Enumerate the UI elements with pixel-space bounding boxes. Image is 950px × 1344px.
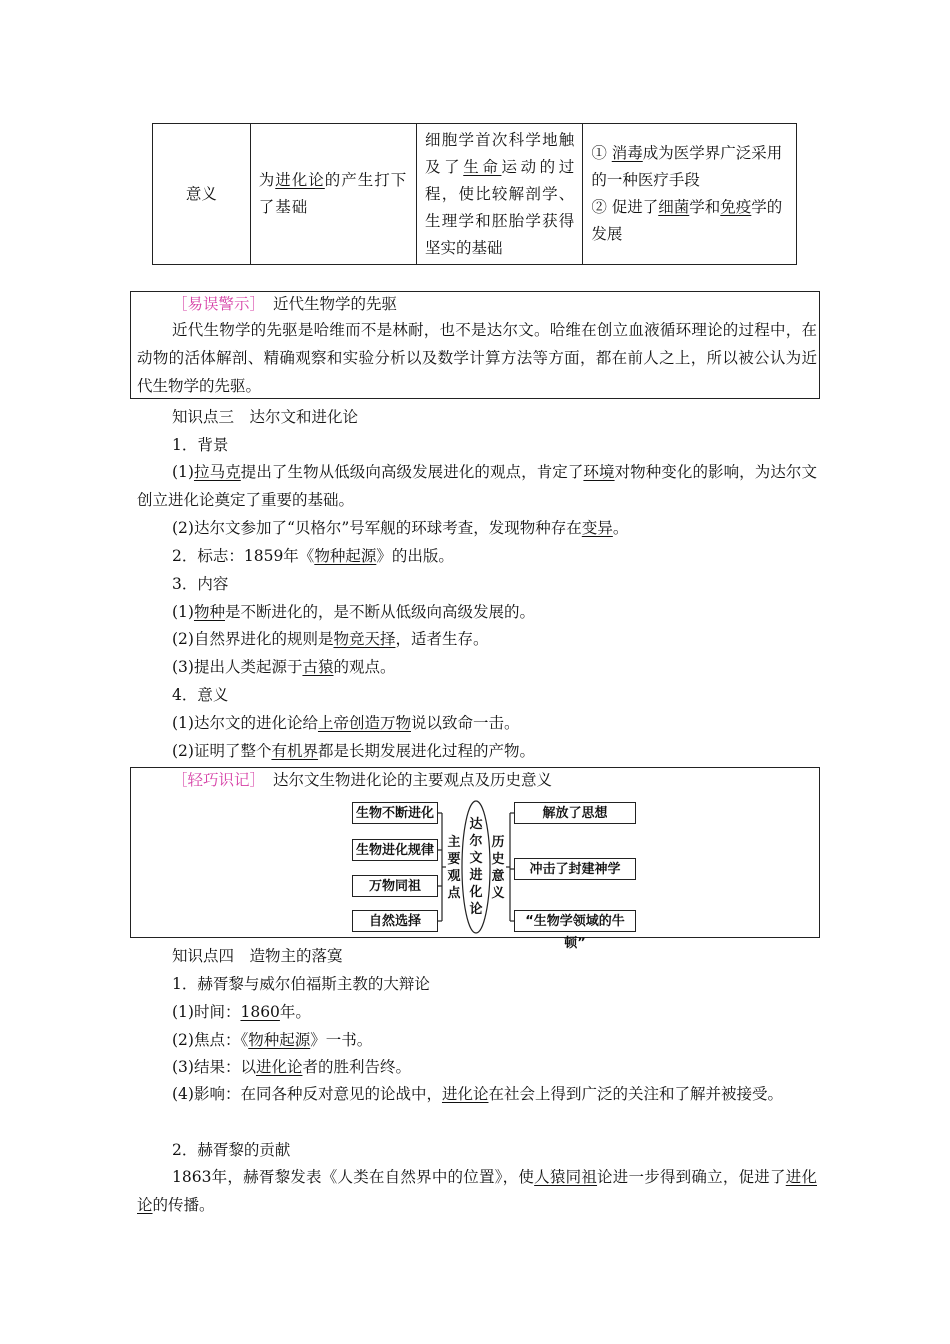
mm-center: 达尔文进化论 bbox=[469, 817, 483, 917]
s3-para-1: (1)拉马克提出了生物从低级向高级发展进化的观点，肯定了环境对物种变化的影响，为达尔文创立进化论奠定了重要的基础。 bbox=[137, 463, 817, 509]
table-row bbox=[153, 124, 797, 265]
warning-body: 近代生物学的先驱是哈维而不是林耐，也不是达尔文。哈维在创立血液循环理论的过程中，在动物的活体解剖、精确观察和实验分析以及数学计算方法等方面，都在前人之上，所以被公认为近代生物学的先驱。 bbox=[137, 321, 817, 395]
s3-para-7: (2)证明了整个有机界都是长期发展进化过程的产物。 bbox=[172, 742, 535, 760]
s4-para-1: (1)时间：1860年。 bbox=[172, 1003, 311, 1021]
significance-table bbox=[152, 123, 797, 265]
s3-heading-4: 4．意义 bbox=[172, 686, 229, 704]
memo-title: 达尔文生物进化论的主要观点及历史意义 bbox=[273, 771, 553, 789]
warning-title: 近代生物学的先驱 bbox=[273, 295, 398, 313]
s3-para-5: (3)提出人类起源于古猿的观点。 bbox=[172, 658, 396, 676]
warning-tag: ［易误警示］ bbox=[172, 295, 266, 313]
memo-tag: ［轻巧识记］ bbox=[172, 771, 266, 789]
mm-right-2: 冲击了封建神学 bbox=[514, 858, 636, 880]
s3-para-3: (1)物种是不断进化的，是不断从低级向高级发展的。 bbox=[172, 603, 535, 621]
mm-left-4: 自然选择 bbox=[352, 910, 438, 932]
mm-right-label: 历史意义 bbox=[491, 835, 505, 901]
s4-para-4: (4)影响：在同各种反对意见的论战中，进化论在社会上得到广泛的关注和了解并被接受。 bbox=[172, 1085, 783, 1103]
s3-para-4: (2)自然界进化的规则是物竞天择，适者生存。 bbox=[172, 630, 489, 648]
mm-left-label: 主要观点 bbox=[447, 835, 461, 901]
s3-heading-2: 2．标志：1859年《物种起源》的出版。 bbox=[172, 547, 454, 565]
evolution-cell: 为进化论的产生打下了基础 bbox=[250, 124, 416, 265]
mm-right-1: 解放了思想 bbox=[514, 802, 636, 824]
section4-title: 知识点四 造物主的落寞 bbox=[172, 947, 343, 965]
mm-left-3: 万物同祖 bbox=[352, 875, 438, 897]
s4-para-3: (3)结果：以进化论者的胜利告终。 bbox=[172, 1058, 411, 1076]
s4-para-2: (2)焦点：《物种起源》一书。 bbox=[172, 1031, 373, 1049]
s4-para-5: 1863年，赫胥黎发表《人类在自然界中的位置》，使人猿同祖论进一步得到确立，促进了进化论的传播。 bbox=[137, 1168, 817, 1214]
section3-title: 知识点三 达尔文和进化论 bbox=[172, 408, 359, 426]
s4-heading-2: 2．赫胥黎的贡献 bbox=[172, 1141, 291, 1159]
row-label: 意义 bbox=[153, 124, 251, 265]
s3-heading-3: 3．内容 bbox=[172, 575, 229, 593]
medicine-cell: ① 消毒成为医学界广泛采用的一种医疗手段 ② 促进了细菌学和免疫学的发展 bbox=[583, 124, 797, 265]
s3-para-6: (1)达尔文的进化论给上帝创造万物说以致命一击。 bbox=[172, 714, 520, 732]
warning-heading bbox=[172, 293, 397, 315]
mm-right-3: “生物学领域的牛顿” bbox=[514, 910, 636, 932]
s3-para-2: (2)达尔文参加了“贝格尔”号军舰的环球考查，发现物种存在变异。 bbox=[172, 519, 629, 537]
mm-left-2: 生物进化规律 bbox=[352, 839, 438, 861]
memo-heading bbox=[172, 769, 552, 791]
s3-heading-1: 1．背景 bbox=[172, 436, 229, 454]
cytology-cell: 细胞学首次科学地触及了生命运动的过程，使比较解剖学、生理学和胚胎学获得坚实的基础 bbox=[417, 124, 583, 265]
mm-left-1: 生物不断进化 bbox=[352, 802, 438, 824]
s4-heading-1: 1．赫胥黎与威尔伯福斯主教的大辩论 bbox=[172, 975, 430, 993]
